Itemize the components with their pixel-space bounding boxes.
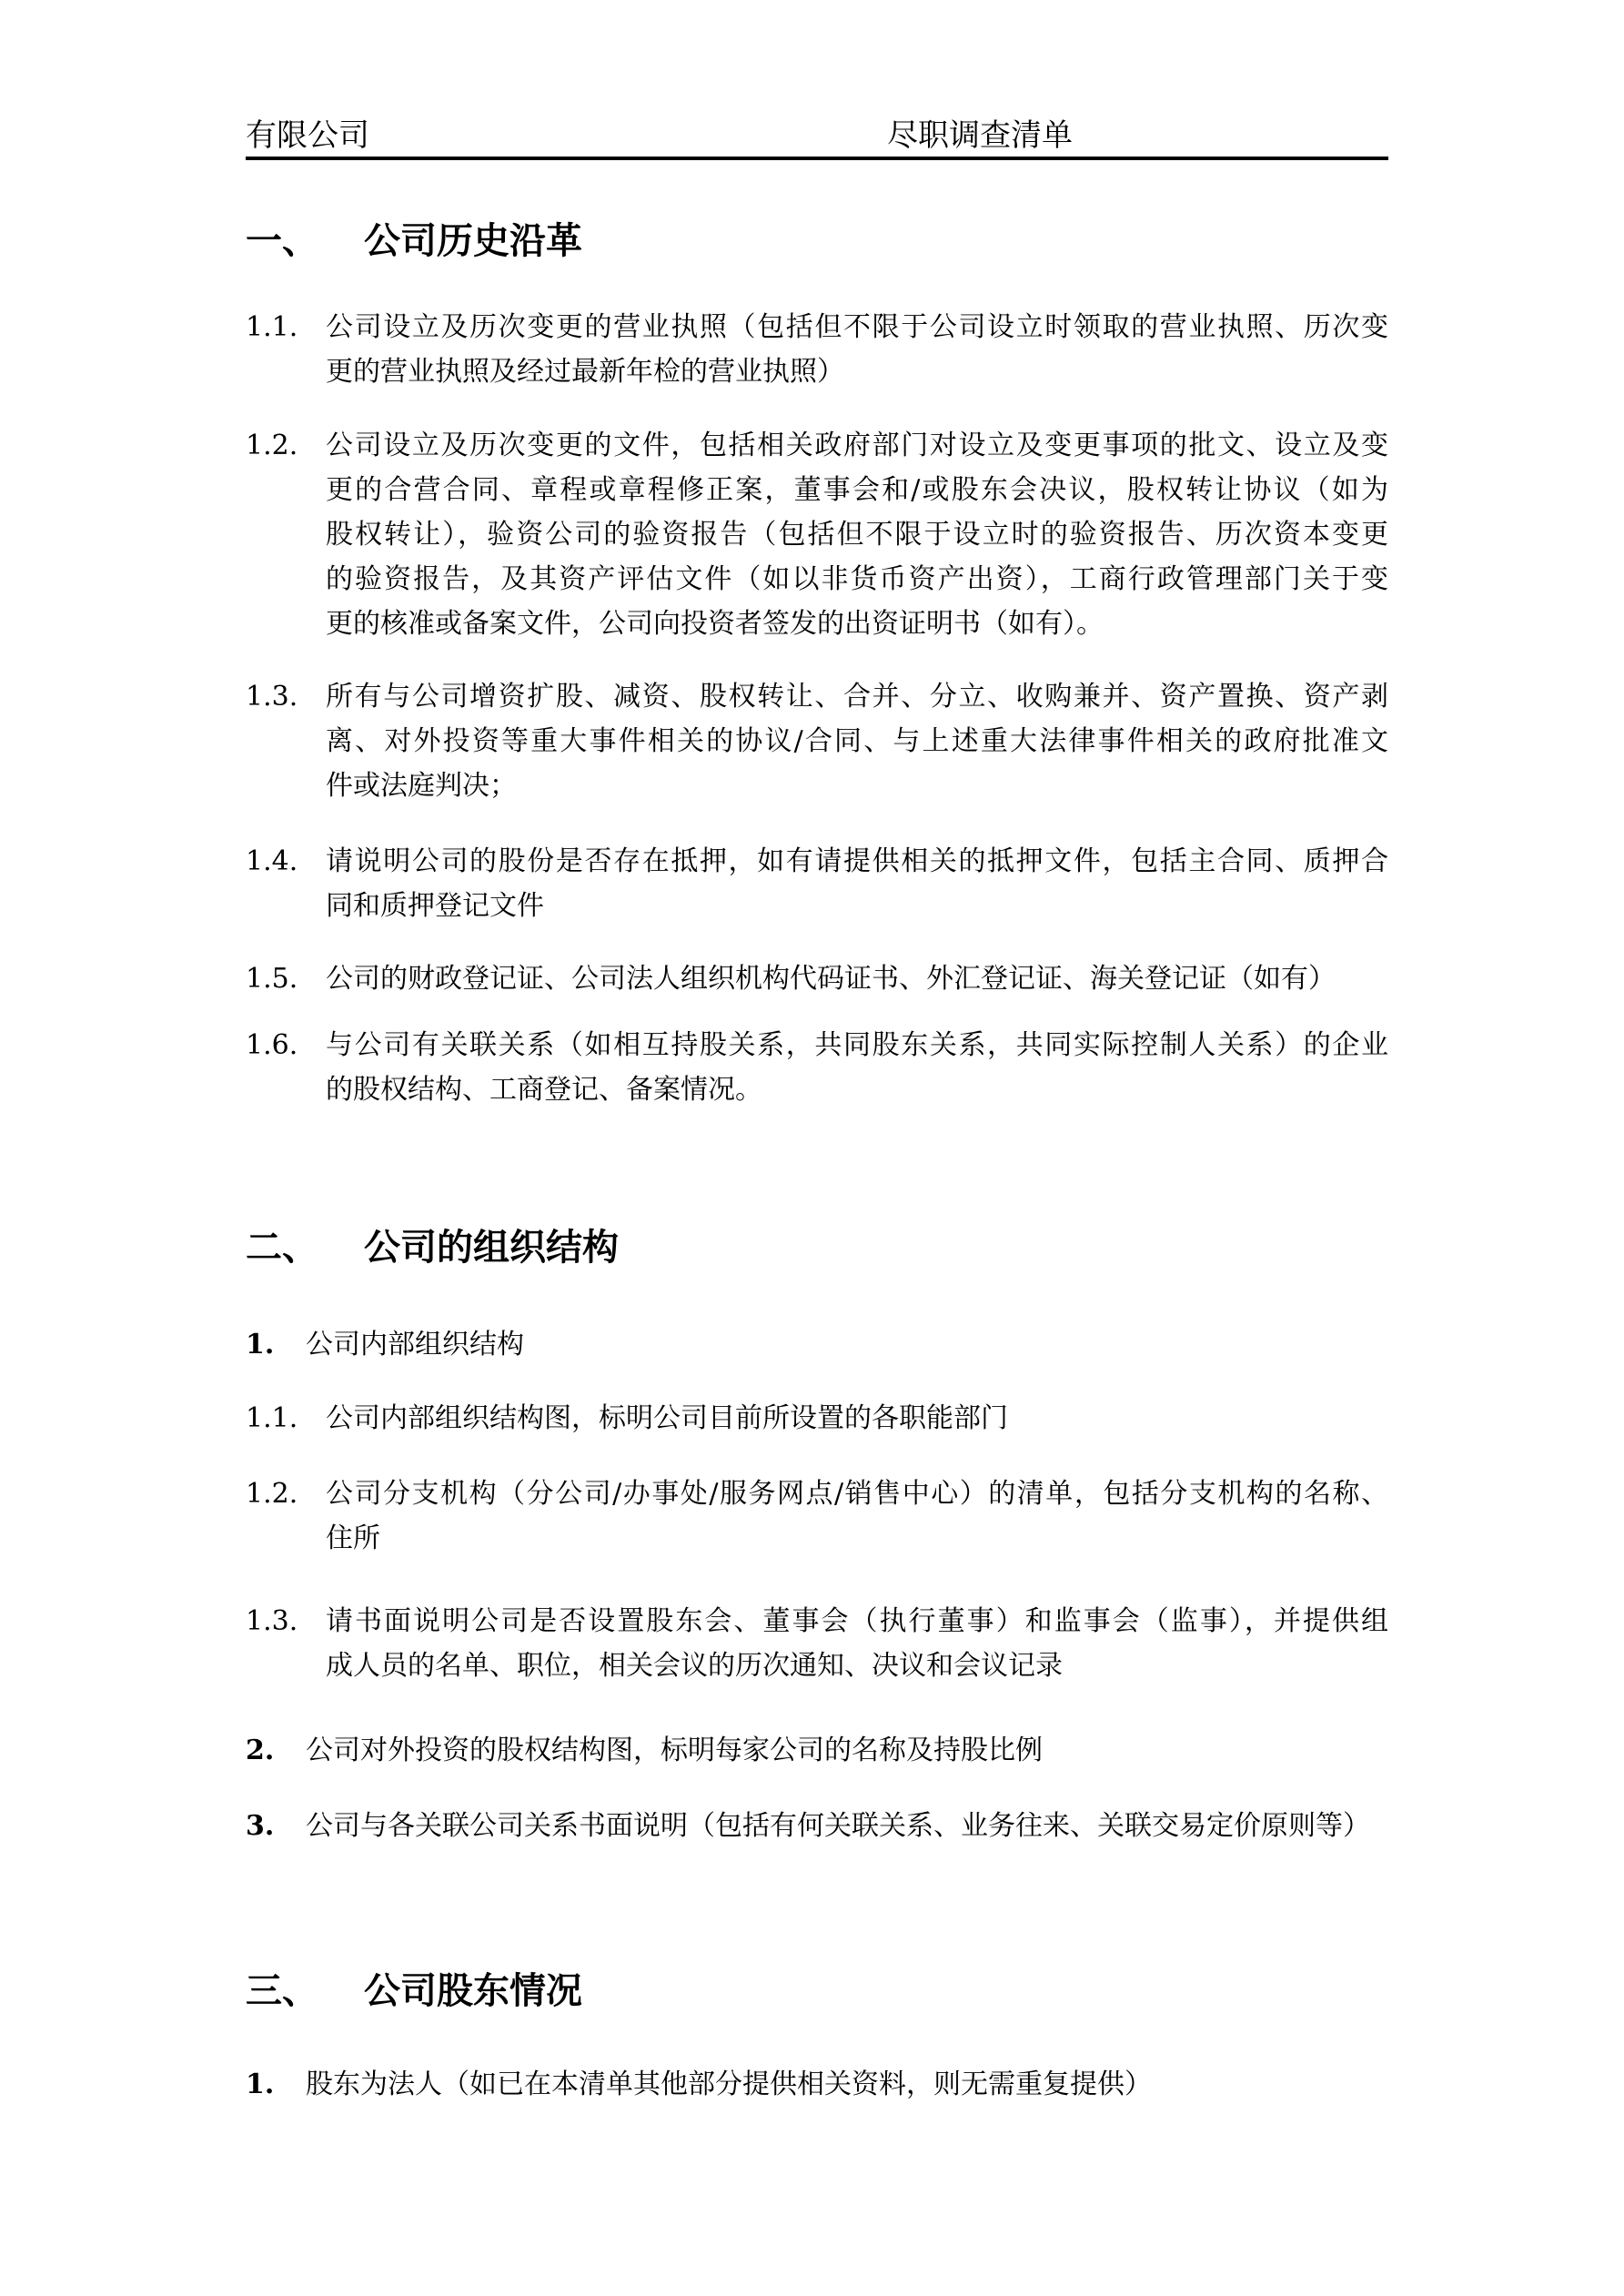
item-number: 3. xyxy=(246,1810,275,1842)
item-text-line: 公司的财政登记证、公司法人组织机构代码证书、外汇登记证、海关登记证（如有） xyxy=(326,963,1336,995)
item-number: 1. xyxy=(246,1329,275,1360)
item-text-line: 请书面说明公司是否设置股东会、董事会（执行董事）和监事会（监事），并提供组 xyxy=(326,1605,1388,1637)
checklist-item xyxy=(246,305,1388,394)
item-text-line: 的股权结构、工商登记、备案情况。 xyxy=(326,1074,762,1106)
checklist-item xyxy=(246,1728,1388,1773)
header-company: 有限公司 xyxy=(246,117,369,154)
section-number: 三、 xyxy=(246,1969,318,2012)
checklist-item xyxy=(246,956,1388,1001)
item-text-line: 住所 xyxy=(326,1522,380,1554)
checklist-item xyxy=(246,674,1388,808)
item-text-line: 公司内部组织结构图，标明公司目前所设置的各职能部门 xyxy=(326,1402,1008,1434)
checklist-item xyxy=(246,423,1388,646)
checklist-item xyxy=(246,1322,1388,1367)
checklist-item xyxy=(246,1599,1388,1688)
item-text-line: 的验资报告，及其资产评估文件（如以非货币资产出资），工商行政管理部门关于变 xyxy=(326,563,1388,595)
item-text-line: 股东为法人（如已在本清单其他部分提供相关资料，则无需重复提供） xyxy=(306,2068,1152,2100)
item-number: 1.3. xyxy=(246,1605,298,1637)
item-number: 1.3. xyxy=(246,681,298,713)
section-heading xyxy=(246,1968,582,2014)
item-text-line: 离、对外投资等重大事件相关的协议/合同、与上述重大法律事件相关的政府批准文 xyxy=(326,725,1388,757)
section-number: 一、 xyxy=(246,219,318,262)
item-number: 1.1. xyxy=(246,311,298,343)
header-title: 尽职调查清单 xyxy=(887,117,1073,154)
section-title: 公司股东情况 xyxy=(364,1969,582,2012)
item-text-line: 成人员的名单、职位，相关会议的历次通知、决议和会议记录 xyxy=(326,1650,1063,1682)
item-text-line: 请说明公司的股份是否存在抵押，如有请提供相关的抵押文件，包括主合同、质押合 xyxy=(326,845,1388,877)
item-text-line: 公司内部组织结构 xyxy=(306,1329,524,1360)
section-number: 二、 xyxy=(246,1226,318,1269)
item-number: 1.5. xyxy=(246,963,298,995)
item-number: 1. xyxy=(246,2068,275,2100)
section-title: 公司历史沿革 xyxy=(364,219,582,262)
item-text-line: 所有与公司增资扩股、减资、股权转让、合并、分立、收购兼并、资产置换、资产剥 xyxy=(326,681,1388,713)
item-number: 1.2. xyxy=(246,1478,298,1510)
item-number: 1.2. xyxy=(246,430,298,461)
section-title: 公司的组织结构 xyxy=(364,1226,619,1269)
checklist-item xyxy=(246,839,1388,928)
item-text-line: 同和质押登记文件 xyxy=(326,890,544,922)
item-number: 1.1. xyxy=(246,1402,298,1434)
checklist-item xyxy=(246,1396,1388,1441)
checklist-item xyxy=(246,1472,1388,1561)
item-text-line: 公司设立及历次变更的营业执照（包括但不限于公司设立时领取的营业执照、历次变 xyxy=(326,311,1388,343)
item-text-line: 股权转让），验资公司的验资报告（包括但不限于设立时的验资报告、历次资本变更 xyxy=(326,519,1388,551)
section-heading xyxy=(246,218,582,264)
item-text-line: 公司设立及历次变更的文件，包括相关政府部门对设立及变更事项的批文、设立及变 xyxy=(326,430,1388,461)
checklist-item xyxy=(246,2062,1388,2107)
item-number: 1.6. xyxy=(246,1029,298,1061)
item-text-line: 公司分支机构（分公司/办事处/服务网点/销售中心）的清单，包括分支机构的名称、 xyxy=(326,1478,1388,1510)
item-text-line: 件或法庭判决； xyxy=(326,770,517,802)
checklist-item xyxy=(246,1023,1388,1112)
header-rule xyxy=(246,157,1388,160)
section-heading xyxy=(246,1225,619,1270)
item-text-line: 公司与各关联公司关系书面说明（包括有何关联关系、业务往来、关联交易定价原则等） xyxy=(306,1810,1370,1842)
item-text-line: 更的核准或备案文件，公司向投资者签发的出资证明书（如有）。 xyxy=(326,608,1104,640)
item-number: 2. xyxy=(246,1735,275,1766)
checklist-item xyxy=(246,1804,1388,1848)
item-text-line: 更的营业执照及经过最新年检的营业执照） xyxy=(326,356,844,388)
item-text-line: 与公司有关联关系（如相互持股关系，共同股东关系，共同实际控制人关系）的企业 xyxy=(326,1029,1388,1061)
item-text-line: 公司对外投资的股权结构图，标明每家公司的名称及持股比例 xyxy=(306,1735,1043,1766)
item-number: 1.4. xyxy=(246,845,298,877)
item-text-line: 更的合营合同、章程或章程修正案，董事会和/或股东会决议，股权转让协议（如为 xyxy=(326,474,1388,506)
